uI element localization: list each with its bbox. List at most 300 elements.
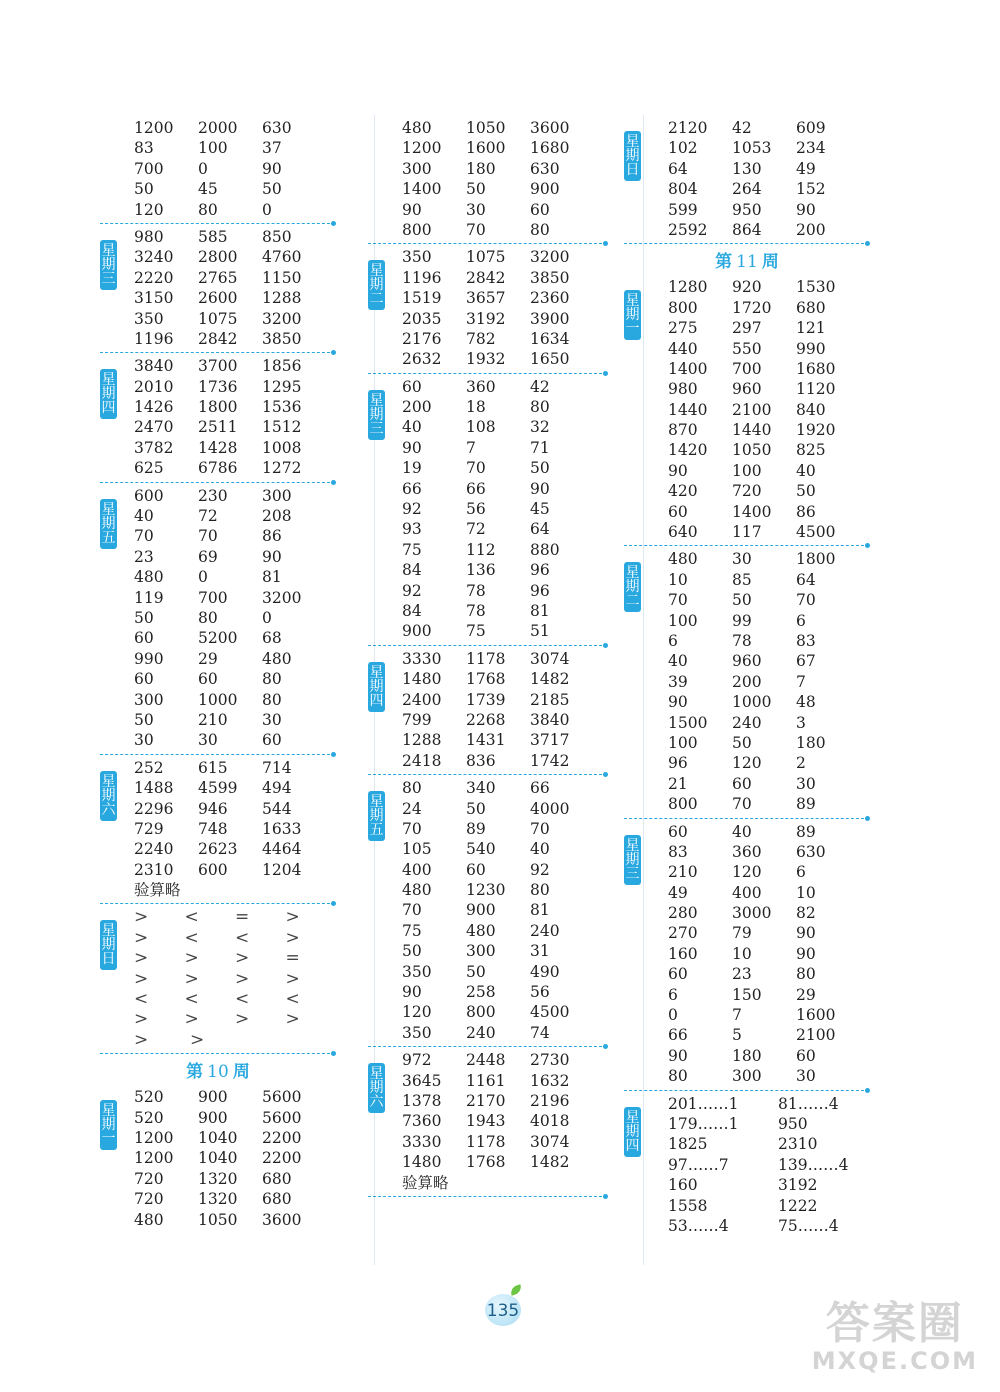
comparison-row bbox=[134, 1030, 336, 1050]
weekday-char: 期 bbox=[625, 1123, 640, 1140]
comparison-symbol: < bbox=[285, 989, 300, 1010]
answer-row bbox=[402, 159, 608, 179]
answer-value: 32 bbox=[530, 418, 550, 437]
answer-value: 360 bbox=[732, 842, 762, 861]
answer-value: 2418 bbox=[402, 751, 442, 770]
answer-value: 836 bbox=[466, 751, 496, 770]
answer-row bbox=[668, 862, 870, 882]
answer-value: 66 bbox=[402, 479, 422, 498]
answer-value: 1488 bbox=[134, 779, 174, 798]
week-11-heading bbox=[624, 247, 870, 277]
answer-value: 1739 bbox=[466, 690, 506, 709]
answer-value: 1040 bbox=[198, 1128, 238, 1147]
answer-value: 30 bbox=[796, 774, 816, 793]
answer-value: 70 bbox=[668, 591, 688, 610]
answer-value: 609 bbox=[796, 119, 826, 137]
week-prefix: 第 bbox=[715, 252, 733, 273]
answer-row bbox=[668, 842, 870, 862]
answer-value: 0 bbox=[668, 1006, 678, 1025]
weekday-tab bbox=[368, 791, 385, 841]
answer-value: 720 bbox=[134, 1169, 164, 1188]
answer-value: 2220 bbox=[134, 268, 174, 287]
answer-value: 799 bbox=[402, 710, 432, 729]
answer-value: 700 bbox=[198, 588, 228, 607]
weekday-tab bbox=[624, 290, 641, 340]
answer-value: 90 bbox=[668, 1046, 688, 1065]
answer-value: 1040 bbox=[198, 1149, 238, 1168]
answer-row bbox=[402, 438, 608, 458]
answer-row bbox=[402, 1152, 608, 1172]
answer-value: 90 bbox=[262, 547, 282, 566]
answer-value: 84 bbox=[402, 561, 422, 580]
answer-row bbox=[668, 220, 870, 240]
answer-row bbox=[668, 400, 870, 420]
col3-monday-section bbox=[624, 277, 870, 542]
weekday-label bbox=[624, 1111, 641, 1153]
answer-value: 600 bbox=[198, 860, 228, 879]
answer-value: 3840 bbox=[530, 710, 570, 729]
answer-row bbox=[402, 329, 608, 349]
answer-value: 60 bbox=[668, 965, 688, 984]
answer-value: 275 bbox=[668, 319, 698, 338]
answer-row bbox=[134, 567, 336, 587]
answer-value: 800 bbox=[668, 298, 698, 317]
answer-value: 2623 bbox=[198, 840, 238, 859]
col1-monday-section bbox=[100, 1087, 336, 1230]
answer-value: 208 bbox=[262, 507, 292, 526]
answer-value: 66 bbox=[530, 779, 550, 798]
answer-value: 200 bbox=[402, 398, 432, 417]
answer-value: 78 bbox=[732, 631, 752, 650]
weekday-char: 期 bbox=[369, 678, 384, 695]
answer-value: 1530 bbox=[796, 278, 836, 297]
answer-value: 10 bbox=[732, 944, 752, 963]
comparison-symbol: > bbox=[285, 927, 300, 948]
answer-value: 3330 bbox=[402, 1132, 442, 1151]
weekday-label bbox=[368, 666, 385, 708]
col2-wednesday-section bbox=[368, 377, 608, 642]
col2-saturday-section bbox=[368, 1050, 608, 1193]
watermark-logo-text: 答案圈 bbox=[825, 1298, 964, 1349]
answer-value: 2800 bbox=[198, 248, 238, 267]
answer-value: 1200 bbox=[402, 139, 442, 158]
week-number: 10 bbox=[207, 1062, 229, 1083]
page-number: 135 bbox=[485, 1294, 521, 1326]
answer-value: 30 bbox=[466, 200, 486, 219]
answer-value: 90 bbox=[796, 200, 816, 219]
answer-value: 29 bbox=[796, 985, 816, 1004]
answer-row bbox=[668, 1005, 870, 1025]
answer-value: 66 bbox=[466, 479, 486, 498]
answer-value: 3600 bbox=[262, 1210, 302, 1229]
answer-value: 80 bbox=[530, 220, 550, 239]
answer-value: 80 bbox=[402, 779, 422, 798]
answer-value: 5 bbox=[732, 1026, 742, 1045]
answer-row bbox=[668, 1155, 870, 1175]
answer-value: 950 bbox=[732, 200, 762, 219]
answer-row bbox=[668, 549, 870, 569]
answer-row bbox=[134, 1189, 336, 1209]
answer-value: 1050 bbox=[732, 441, 772, 460]
answer-value: 3000 bbox=[732, 904, 772, 923]
weekday-char: 日 bbox=[101, 951, 116, 968]
answer-value: 2000 bbox=[198, 119, 238, 137]
answer-value: 5600 bbox=[262, 1108, 302, 1127]
comparison-symbol: < bbox=[235, 927, 250, 948]
answer-value: 1200 bbox=[134, 1149, 174, 1168]
weekday-label bbox=[624, 135, 641, 177]
answer-value: 40 bbox=[732, 822, 752, 841]
weekday-char: 二 bbox=[369, 291, 384, 308]
answer-value: 81 bbox=[530, 601, 550, 620]
answer-value: 180 bbox=[796, 733, 826, 752]
weekday-tab bbox=[368, 260, 385, 310]
answer-row bbox=[402, 479, 608, 499]
answer-value: 252 bbox=[134, 758, 164, 777]
weekday-label bbox=[368, 394, 385, 436]
answer-value: 81……4 bbox=[778, 1094, 839, 1113]
answer-value: 2400 bbox=[402, 690, 442, 709]
answer-value: 729 bbox=[134, 819, 164, 838]
answer-row bbox=[668, 590, 870, 610]
answer-value: 1768 bbox=[466, 670, 506, 689]
answer-column-2 bbox=[368, 118, 608, 1200]
answer-value: 90 bbox=[796, 944, 816, 963]
answer-row bbox=[134, 227, 336, 247]
answer-value: 264 bbox=[732, 180, 762, 199]
answer-value: 2035 bbox=[402, 309, 442, 328]
weekday-char: 四 bbox=[625, 1137, 640, 1154]
answer-value: 1680 bbox=[530, 139, 570, 158]
section-divider bbox=[368, 240, 608, 247]
answer-value: 3150 bbox=[134, 289, 174, 308]
answer-value: 782 bbox=[466, 329, 496, 348]
comparison-symbol: > bbox=[285, 907, 300, 928]
answer-row bbox=[402, 288, 608, 308]
answer-row bbox=[402, 118, 608, 138]
answer-value: 23 bbox=[732, 965, 752, 984]
section-divider bbox=[368, 771, 608, 778]
check-omitted-note: 验算略 bbox=[402, 1173, 449, 1192]
answer-row bbox=[668, 359, 870, 379]
answer-value: 7 bbox=[466, 438, 476, 457]
answer-row bbox=[668, 502, 870, 522]
answer-value: 300 bbox=[262, 486, 292, 505]
answer-value: 60 bbox=[796, 1046, 816, 1065]
answer-value: 2268 bbox=[466, 710, 506, 729]
answer-row bbox=[668, 1216, 870, 1236]
answer-value: 60 bbox=[668, 822, 688, 841]
answer-value: 200 bbox=[796, 220, 826, 239]
answer-value: 1720 bbox=[732, 298, 772, 317]
answer-value: 1650 bbox=[530, 350, 570, 369]
answer-row bbox=[402, 730, 608, 750]
weekday-label bbox=[624, 839, 641, 881]
section-divider bbox=[368, 1043, 608, 1050]
answer-value: 86 bbox=[262, 527, 282, 546]
weekday-char: 期 bbox=[101, 787, 116, 804]
answer-value: 1519 bbox=[402, 289, 442, 308]
answer-value: 630 bbox=[530, 159, 560, 178]
answer-row bbox=[668, 903, 870, 923]
answer-value: 200 bbox=[732, 672, 762, 691]
weekday-char: 星 bbox=[101, 923, 116, 940]
weekday-char: 六 bbox=[101, 801, 116, 818]
answer-value: 21 bbox=[668, 774, 688, 793]
answer-row bbox=[668, 672, 870, 692]
answer-value: 1200 bbox=[134, 1128, 174, 1147]
answer-value: 1426 bbox=[134, 398, 174, 417]
section-divider bbox=[368, 370, 608, 377]
answer-value: 350 bbox=[134, 309, 164, 328]
answer-value: 1736 bbox=[198, 377, 238, 396]
answer-value: 1440 bbox=[668, 400, 708, 419]
answer-row bbox=[668, 985, 870, 1005]
answer-value: 50 bbox=[466, 180, 486, 199]
answer-row bbox=[402, 499, 608, 519]
answer-value: 2200 bbox=[262, 1149, 302, 1168]
section-divider bbox=[624, 1087, 870, 1094]
answer-value: 870 bbox=[668, 421, 698, 440]
answer-row bbox=[134, 710, 336, 730]
answer-value: 2592 bbox=[668, 220, 708, 239]
answer-value: 49 bbox=[668, 883, 688, 902]
weekday-label bbox=[368, 264, 385, 306]
answer-value: 480 bbox=[402, 881, 432, 900]
weekday-label bbox=[100, 924, 117, 966]
answer-value: 1558 bbox=[668, 1196, 708, 1215]
answer-value: 1400 bbox=[732, 502, 772, 521]
answer-value: 1500 bbox=[668, 713, 708, 732]
answer-value: 920 bbox=[732, 278, 762, 297]
answer-row bbox=[402, 581, 608, 601]
answer-value: 70 bbox=[198, 527, 218, 546]
answer-value: 93 bbox=[402, 520, 422, 539]
answer-row bbox=[134, 669, 336, 689]
answer-row bbox=[402, 880, 608, 900]
answer-value: 96 bbox=[530, 561, 550, 580]
answer-value: 1742 bbox=[530, 751, 570, 770]
answer-value: 40 bbox=[668, 652, 688, 671]
weekday-char: 星 bbox=[101, 501, 116, 518]
answer-value: 139……4 bbox=[778, 1155, 849, 1174]
col3-tuesday-section bbox=[624, 549, 870, 814]
answer-value: 300 bbox=[134, 690, 164, 709]
section-divider bbox=[100, 751, 336, 758]
answer-row bbox=[134, 417, 336, 437]
answer-value: 540 bbox=[466, 840, 496, 859]
answer-value: 89 bbox=[796, 822, 816, 841]
answer-value: 480 bbox=[134, 1210, 164, 1229]
answer-value: 2632 bbox=[402, 350, 442, 369]
answer-row bbox=[668, 339, 870, 359]
col1-thursday-section bbox=[100, 356, 336, 478]
col2-top-section bbox=[368, 118, 608, 240]
answer-row bbox=[668, 822, 870, 842]
answer-value: 69 bbox=[198, 547, 218, 566]
answer-value: 66 bbox=[668, 1026, 688, 1045]
answer-value: 37 bbox=[262, 139, 282, 158]
answer-value: 120 bbox=[732, 754, 762, 773]
answer-value: 1680 bbox=[796, 359, 836, 378]
comparison-symbol: > bbox=[235, 948, 250, 969]
answer-value: 60 bbox=[668, 502, 688, 521]
answer-value: 1161 bbox=[466, 1071, 506, 1090]
comparison-symbol: < bbox=[235, 989, 250, 1010]
answer-value: 900 bbox=[198, 1108, 228, 1127]
answer-value: 90 bbox=[530, 479, 550, 498]
weekday-tab bbox=[100, 771, 117, 821]
answer-row bbox=[134, 506, 336, 526]
answer-row bbox=[668, 753, 870, 773]
answer-row bbox=[402, 621, 608, 641]
answer-value: 804 bbox=[668, 180, 698, 199]
answer-value: 3657 bbox=[466, 289, 506, 308]
answer-value: 74 bbox=[530, 1023, 550, 1042]
answer-value: 350 bbox=[402, 248, 432, 267]
answer-value: 30 bbox=[198, 731, 218, 750]
answer-value: 50 bbox=[402, 942, 422, 961]
answer-value: 1634 bbox=[530, 329, 570, 348]
answer-value: 1482 bbox=[530, 1153, 570, 1172]
answer-value: 230 bbox=[198, 486, 228, 505]
answer-value: 100 bbox=[668, 611, 698, 630]
weekday-char: 三 bbox=[625, 865, 640, 882]
answer-row bbox=[402, 179, 608, 199]
answer-row bbox=[134, 839, 336, 859]
answer-value: 1230 bbox=[466, 881, 506, 900]
answer-value: 1633 bbox=[262, 819, 302, 838]
answer-row bbox=[134, 138, 336, 158]
comparison-symbol: > bbox=[134, 948, 149, 969]
col1-wednesday-section bbox=[100, 227, 336, 349]
answer-value: 50 bbox=[466, 962, 486, 981]
answer-value: 1512 bbox=[262, 418, 302, 437]
answer-value: 40 bbox=[530, 840, 550, 859]
answer-value: 100 bbox=[668, 733, 698, 752]
answer-row bbox=[134, 690, 336, 710]
answer-value: 440 bbox=[668, 339, 698, 358]
answer-row bbox=[134, 118, 336, 138]
answer-value: 70 bbox=[466, 459, 486, 478]
answer-value: 2600 bbox=[198, 289, 238, 308]
answer-value: 136 bbox=[466, 561, 496, 580]
answer-row bbox=[402, 540, 608, 560]
comparison-symbol: > bbox=[134, 1009, 149, 1030]
answer-value: 1008 bbox=[262, 438, 302, 457]
answer-value: 1178 bbox=[466, 649, 506, 668]
answer-value: 29 bbox=[198, 649, 218, 668]
answer-value: 80 bbox=[796, 965, 816, 984]
weekday-char: 期 bbox=[101, 386, 116, 403]
answer-value: 960 bbox=[732, 380, 762, 399]
answer-value: 83 bbox=[134, 139, 154, 158]
answer-row bbox=[402, 1132, 608, 1152]
answer-value: 2200 bbox=[262, 1128, 302, 1147]
section-divider bbox=[368, 642, 608, 649]
answer-value: 864 bbox=[732, 220, 762, 239]
answer-row bbox=[402, 751, 608, 771]
answer-value: 400 bbox=[732, 883, 762, 902]
answer-value: 480 bbox=[402, 119, 432, 137]
week-prefix: 第 bbox=[186, 1062, 204, 1083]
answer-value: 3200 bbox=[262, 309, 302, 328]
comparison-symbol: < bbox=[134, 989, 149, 1010]
answer-value: 80 bbox=[198, 200, 218, 219]
answer-value: 30 bbox=[262, 710, 282, 729]
section-divider bbox=[624, 815, 870, 822]
answer-value: 880 bbox=[530, 540, 560, 559]
answer-value: 980 bbox=[134, 227, 164, 246]
col2-tuesday-section bbox=[368, 247, 608, 369]
answer-row bbox=[134, 1210, 336, 1230]
answer-row bbox=[668, 651, 870, 671]
answer-value: 49 bbox=[796, 159, 816, 178]
weekday-char: 四 bbox=[101, 400, 116, 417]
weekday-tab bbox=[624, 1107, 641, 1157]
answer-value: 1800 bbox=[198, 398, 238, 417]
answer-value: 90 bbox=[402, 438, 422, 457]
answer-value: 2730 bbox=[530, 1051, 570, 1070]
weekday-char: 星 bbox=[101, 773, 116, 790]
answer-value: 972 bbox=[402, 1051, 432, 1070]
answer-value: 56 bbox=[466, 500, 486, 519]
answer-value: 544 bbox=[262, 799, 292, 818]
answer-value: 300 bbox=[732, 1067, 762, 1086]
answer-value: 700 bbox=[732, 359, 762, 378]
answer-value: 258 bbox=[466, 983, 496, 1002]
answer-value: 1000 bbox=[198, 690, 238, 709]
answer-value: 179……1 bbox=[668, 1114, 739, 1133]
week-number: 11 bbox=[736, 252, 758, 273]
answer-value: 96 bbox=[668, 754, 688, 773]
col3-wednesday-section bbox=[624, 822, 870, 1087]
answer-row bbox=[134, 309, 336, 329]
weekday-char: 星 bbox=[101, 1103, 116, 1120]
comparison-symbol: < bbox=[184, 927, 199, 948]
answer-row bbox=[402, 799, 608, 819]
answer-value: 1378 bbox=[402, 1091, 442, 1110]
answer-value: 50 bbox=[732, 591, 752, 610]
answer-row bbox=[668, 379, 870, 399]
answer-row bbox=[134, 860, 336, 880]
answer-value: 1050 bbox=[198, 1210, 238, 1229]
answer-value: 117 bbox=[732, 523, 762, 542]
answer-value: 2448 bbox=[466, 1051, 506, 1070]
weekday-tab bbox=[624, 131, 641, 181]
answer-row bbox=[402, 309, 608, 329]
answer-value: 900 bbox=[530, 180, 560, 199]
answer-row bbox=[402, 1023, 608, 1043]
answer-value: 90 bbox=[262, 159, 282, 178]
answer-row bbox=[134, 288, 336, 308]
answer-value: 234 bbox=[796, 139, 826, 158]
weekday-char: 三 bbox=[369, 420, 384, 437]
answer-value: 270 bbox=[668, 924, 698, 943]
answer-row bbox=[668, 440, 870, 460]
answer-row bbox=[134, 486, 336, 506]
answer-row bbox=[134, 329, 336, 349]
answer-value: 60 bbox=[732, 774, 752, 793]
answer-row bbox=[668, 774, 870, 794]
comparison-symbol: > bbox=[184, 968, 199, 989]
answer-value: 75 bbox=[402, 921, 422, 940]
answer-value: 75……4 bbox=[778, 1216, 839, 1235]
answer-value: 60 bbox=[262, 731, 282, 750]
answer-row bbox=[134, 438, 336, 458]
answer-value: 1222 bbox=[778, 1196, 818, 1215]
answer-value: 4599 bbox=[198, 779, 238, 798]
